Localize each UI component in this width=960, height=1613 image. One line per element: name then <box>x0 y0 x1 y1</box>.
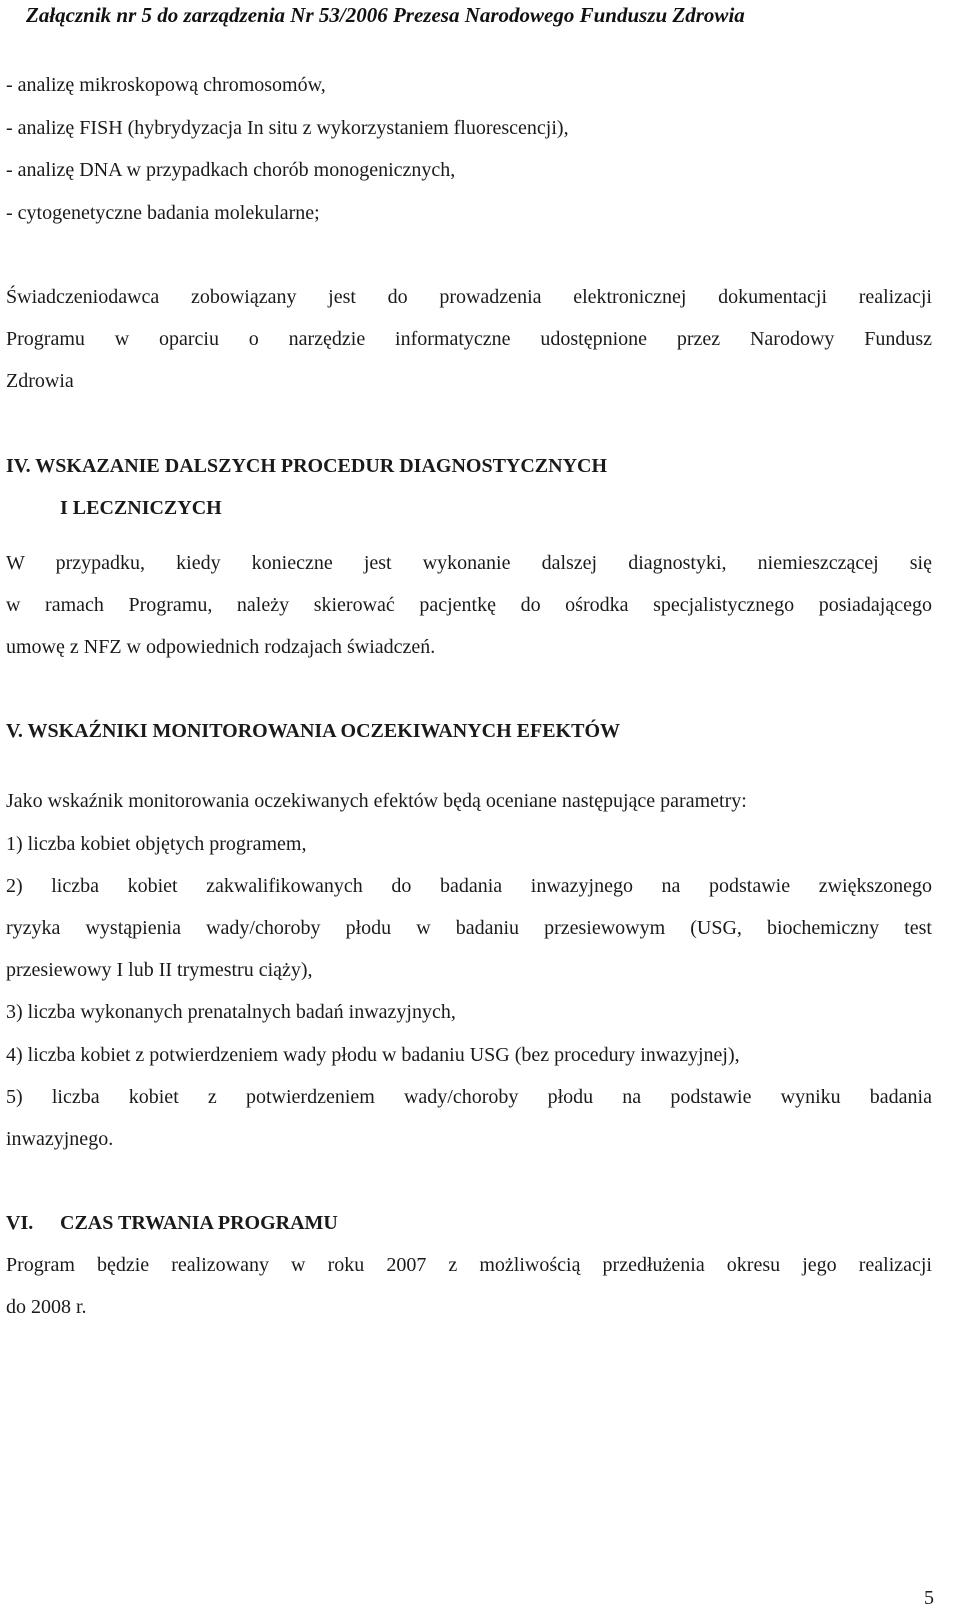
paragraph-line: umowę z NFZ w odpowiednich rodzajach świadczeń. <box>6 636 436 658</box>
list-item: 3) liczba wykonanych prenatalnych badań inwazyjnych, <box>6 1001 456 1023</box>
bullet-item: - cytogenetyczne badania molekularne; <box>6 202 320 224</box>
paragraph-line: Świadczeniodawca zobowiązany jest do prowadzenia elektronicznej dokumentacji realizacji <box>6 286 932 308</box>
list-item: 4) liczba kobiet z potwierdzeniem wady płodu w badaniu USG (bez procedury inwazyjnej), <box>6 1044 740 1066</box>
list-item-continued: inwazyjnego. <box>6 1128 114 1150</box>
paragraph-line: Program będzie realizowany w roku 2007 z możliwością przedłużenia okresu jego realizacji <box>6 1254 932 1276</box>
paragraph-line: do 2008 r. <box>6 1296 87 1318</box>
section-v-heading: V. WSKAŹNIKI MONITOROWANIA OCZEKIWANYCH EFEKTÓW <box>6 720 621 742</box>
section-vi-heading <box>6 1208 932 1238</box>
section-iv-heading: IV. WSKAZANIE DALSZYCH PROCEDUR DIAGNOSTYCZNYCH <box>6 455 608 477</box>
section-iv-heading-continued: I LECZNICZYCH <box>60 497 222 519</box>
list-item: 1) liczba kobiet objętych programem, <box>6 833 307 855</box>
section-vi-number: VI. <box>6 1212 34 1234</box>
bullet-item: - analizę FISH (hybrydyzacja In situ z wykorzystaniem fluorescencji), <box>6 117 569 139</box>
paragraph-line: w ramach Programu, należy skierować pacjentkę do ośrodka specjalistycznego posiadającego <box>6 594 932 616</box>
list-item-continued: ryzyka wystąpienia wady/choroby płodu w badaniu przesiewowym (USG, biochemiczny test <box>6 917 932 939</box>
paragraph-line: Zdrowia <box>6 370 74 392</box>
page-number: 5 <box>924 1587 934 1609</box>
paragraph-line: Jako wskaźnik monitorowania oczekiwanych efektów będą oceniane następujące parametry: <box>6 790 747 812</box>
paragraph-line: W przypadku, kiedy konieczne jest wykonanie dalszej diagnostyki, niemieszczącej się <box>6 552 932 574</box>
list-item: 2) liczba kobiet zakwalifikowanych do badania inwazyjnego na podstawie zwiększonego <box>6 875 932 897</box>
list-item: 5) liczba kobiet z potwierdzeniem wady/choroby płodu na podstawie wyniku badania <box>6 1086 932 1108</box>
section-vi-title: CZAS TRWANIA PROGRAMU <box>60 1212 338 1234</box>
bullet-item: - analizę DNA w przypadkach chorób monogenicznych, <box>6 159 456 181</box>
list-item-continued: przesiewowy I lub II trymestru ciąży), <box>6 959 313 981</box>
bullet-item: - analizę mikroskopową chromosomów, <box>6 74 326 96</box>
page-header: Załącznik nr 5 do zarządzenia Nr 53/2006 Prezesa Narodowego Funduszu Zdrowia <box>26 3 745 27</box>
paragraph-line: Programu w oparciu o narzędzie informatyczne udostępnione przez Narodowy Fundusz <box>6 328 932 350</box>
